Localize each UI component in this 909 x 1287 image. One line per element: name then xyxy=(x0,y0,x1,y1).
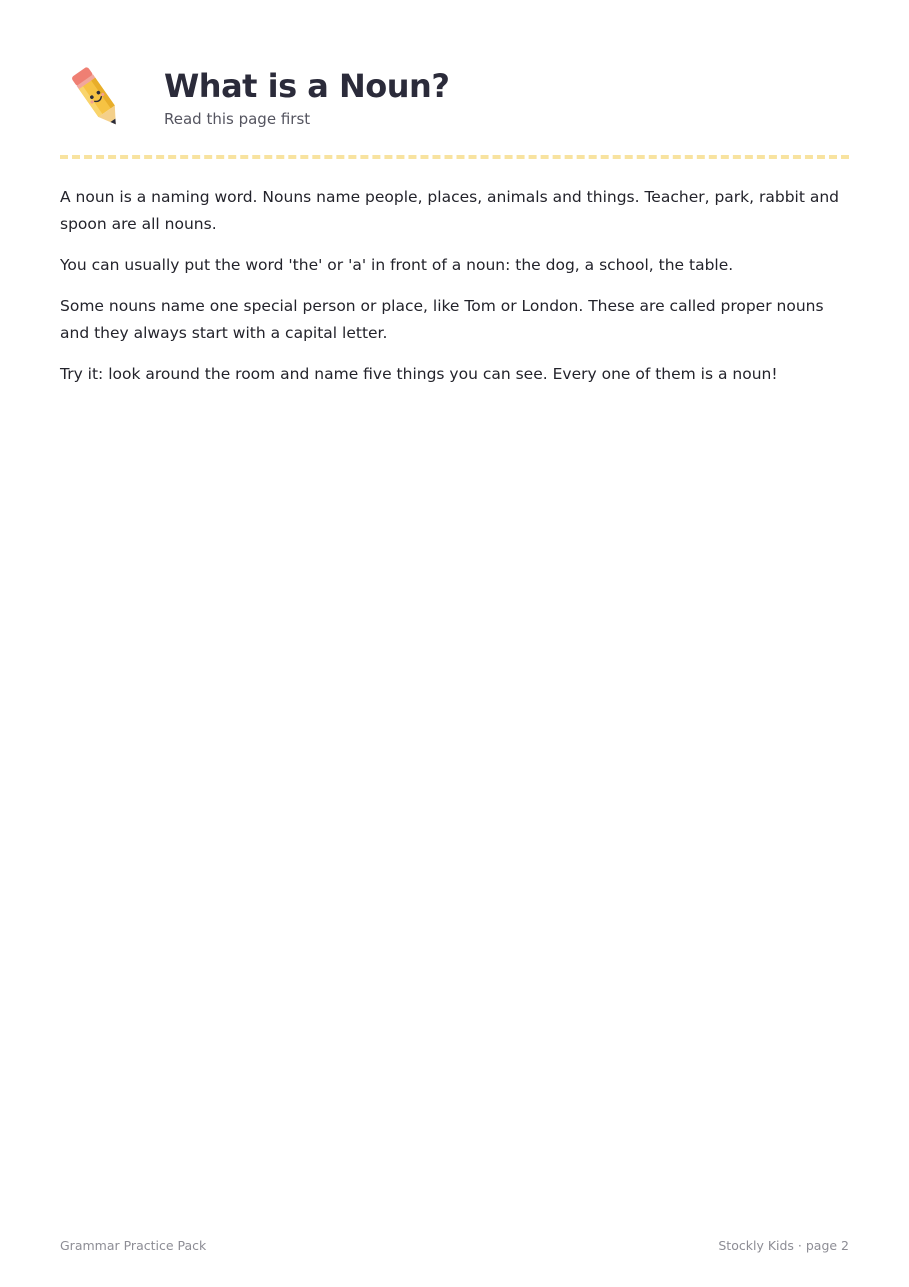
pencil-mascot-icon xyxy=(66,64,130,134)
paragraph: Some nouns name one special person or place, like Tom or London. These are called proper nouns and they always start with a capital letter. xyxy=(60,297,824,342)
footer-page-label: Stockly Kids · page 2 xyxy=(718,1238,849,1253)
dashed-divider xyxy=(60,155,849,159)
page-header xyxy=(60,60,849,140)
paragraph: A noun is a naming word. Nouns name people, places, animals and things. Teacher, park, rabbit and spoon are all nouns. xyxy=(60,188,840,233)
page-title: What is a Noun? xyxy=(164,67,450,105)
lesson-body xyxy=(60,184,849,402)
paragraph: Try it: look around the room and name five things you can see. Every one of them is a noun! xyxy=(60,365,778,383)
paragraph: You can usually put the word 'the' or 'a' in front of a noun: the dog, a school, the table. xyxy=(60,256,734,274)
footer-pack-name: Grammar Practice Pack xyxy=(60,1238,207,1253)
page-subtitle: Read this page first xyxy=(164,110,311,128)
